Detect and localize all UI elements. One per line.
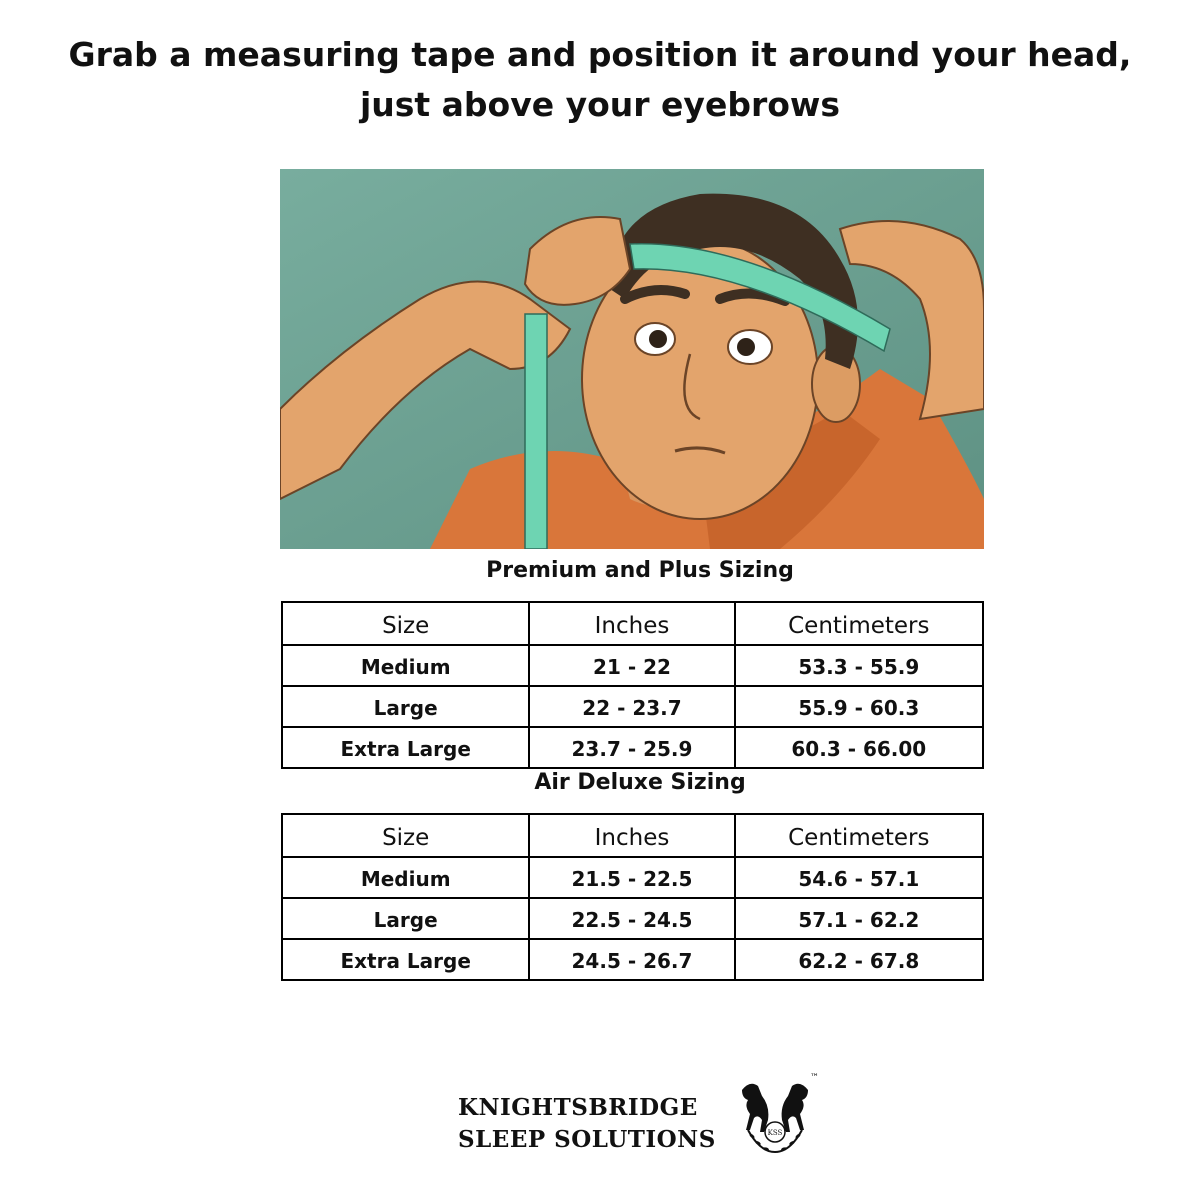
cell-centimeters: 57.1 - 62.2	[735, 898, 983, 939]
cell-size: Medium	[282, 857, 529, 898]
table-row	[282, 727, 983, 768]
header-size: Size	[282, 602, 529, 645]
header-centimeters: Centimeters	[735, 602, 983, 645]
table-row	[282, 857, 983, 898]
premium-plus-sizing-table	[281, 601, 984, 769]
premium-plus-sizing-title: Premium and Plus Sizing	[486, 558, 794, 583]
cell-centimeters: 62.2 - 67.8	[735, 939, 983, 980]
cell-centimeters: 60.3 - 66.00	[735, 727, 983, 768]
cell-centimeters: 54.6 - 57.1	[735, 857, 983, 898]
man-measuring-head-illustration	[280, 169, 984, 549]
rearing-horses-crest-icon	[730, 1070, 820, 1160]
table-row	[282, 645, 983, 686]
air-deluxe-sizing-title: Air Deluxe Sizing	[534, 770, 746, 795]
cell-inches: 23.7 - 25.9	[529, 727, 734, 768]
header-inches: Inches	[529, 602, 734, 645]
brand-line-1: KNIGHTSBRIDGE	[458, 1094, 698, 1121]
cell-inches: 24.5 - 26.7	[529, 939, 734, 980]
cell-centimeters: 55.9 - 60.3	[735, 686, 983, 727]
header-size: Size	[282, 814, 529, 857]
page-headline: Grab a measuring tape and position it around your head, just above your eyebrows	[68, 35, 1132, 124]
cell-size: Medium	[282, 645, 529, 686]
brand-badge-text: KSS	[767, 1129, 783, 1137]
cell-size: Extra Large	[282, 727, 529, 768]
cell-size: Large	[282, 898, 529, 939]
brand-line-2: SLEEP SOLUTIONS	[458, 1126, 716, 1153]
table-row	[282, 939, 983, 980]
cell-inches: 22 - 23.7	[529, 686, 734, 727]
measuring-illustration	[280, 169, 984, 549]
cell-size: Extra Large	[282, 939, 529, 980]
air-deluxe-sizing-table	[281, 813, 984, 981]
cell-centimeters: 53.3 - 55.9	[735, 645, 983, 686]
table-row	[282, 898, 983, 939]
table-row	[282, 686, 983, 727]
brand-logo	[440, 1070, 840, 1160]
header-centimeters: Centimeters	[735, 814, 983, 857]
cell-size: Large	[282, 686, 529, 727]
brand-name	[458, 1092, 716, 1156]
header-inches: Inches	[529, 814, 734, 857]
cell-inches: 21.5 - 22.5	[529, 857, 734, 898]
table-header-row	[282, 602, 983, 645]
table-header-row	[282, 814, 983, 857]
cell-inches: 22.5 - 24.5	[529, 898, 734, 939]
cell-inches: 21 - 22	[529, 645, 734, 686]
trademark-symbol: ™	[810, 1073, 819, 1083]
